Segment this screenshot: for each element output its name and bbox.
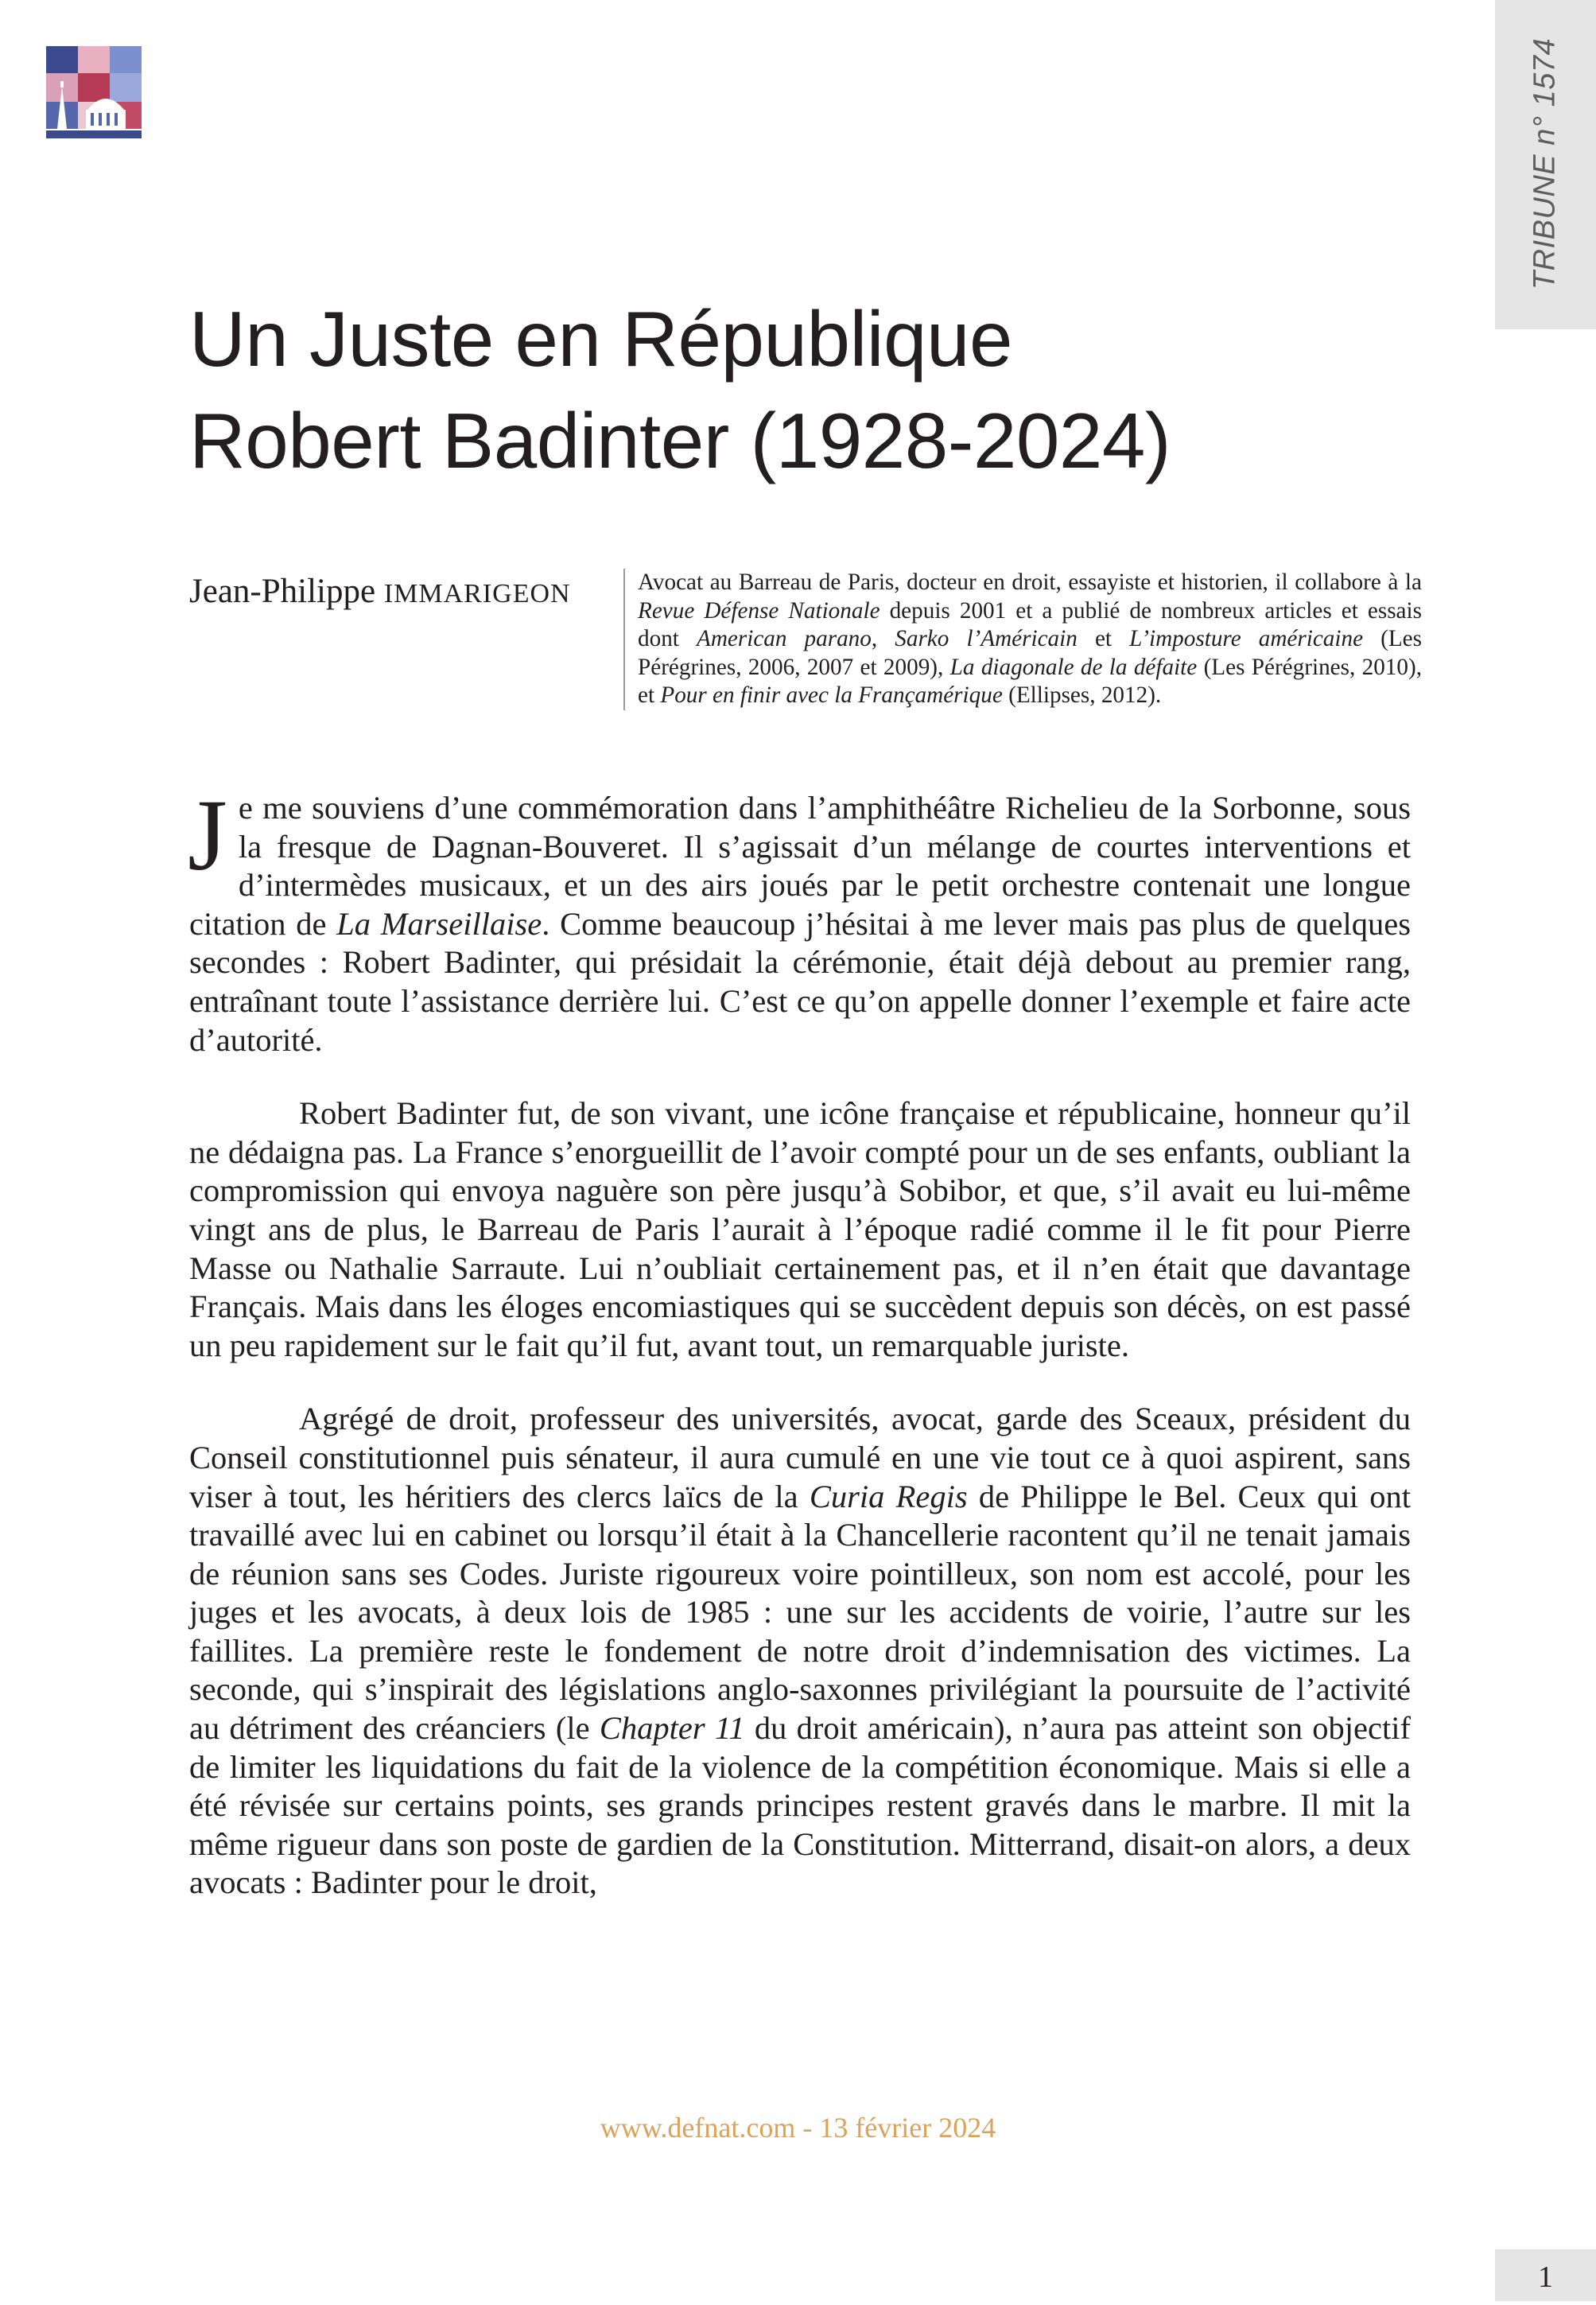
text-run: (Les Pérégrines, 2006, 2007 et 2009), — [638, 626, 1422, 680]
text-run: et — [1077, 626, 1130, 651]
text-run: Robert Badinter fut, de son vivant, une icône française et républicaine, honneur qu’il ne dédaigna pas. La France s’enorgueillit de l’avoir compté pour un de ses enfants, oubliant la compromission qui envoya naguère son père jusqu’à Sobibor, et que, s’il avait eu lui-même vingt ans de plus, le Barreau de Paris l’aurait à l’époque radié comme il le fit pour Pierre Masse ou Nathalie Sarraute. Lui n’oubliait certainement pas, et il n’en était que davantage Français. Mais dans les éloges encomiastiques qui se succèdent depuis son décès, on est passé un peu rapidement sur le fait qu’il fut, avant tout, un remarquable juriste. — [189, 1095, 1411, 1363]
italic-text: La diagonale de la défaite — [949, 654, 1198, 680]
author-name — [189, 569, 611, 616]
italic-text: L’imposture américaine — [1129, 626, 1364, 651]
tribune-side-tab — [1495, 0, 1596, 329]
text-run: e me souviens d’une commémoration dans l’amphithéâtre Richelieu de la Sorbonne, sous la fresque de Dagnan-Bouveret. Il s’agissait d’un mélange de courtes interventions et d’intermèdes musicaux, et un des airs joués par le petit orchestre contenait une longue citation de — [189, 790, 1411, 942]
text-run: de Philippe le Bel. Ceux qui ont travaillé avec lui en cabinet ou lorsqu’il était à la Chancellerie racontent qu’il ne tenait jamais de réunion sans ses Codes. Juriste rigoureux voire pointilleux, son nom est accolé, pour les juges et les avocats, à deux lois de 1985 : une sur les accidents de voirie, l’autre sur les faillites. La première reste le fondement de notre droit d’indemnisation des victimes. La seconde, qui s’inspirait des législations anglo-saxonnes privilégiant la poursuite de l’activité au détriment des créanciers (le — [189, 1478, 1411, 1747]
tribune-number-label: TRIBUNE n° 1574 — [1528, 37, 1562, 290]
drop-cap: J — [188, 779, 227, 892]
text-run: Agrégé de droit, professeur des universités, avocat, garde des Sceaux, président du Conseil constitutionnel puis sénateur, il aura cumulé en une vie tout ce à quoi aspirent, sans viser à tout, les héritiers des clercs laïcs de la — [189, 1401, 1411, 1514]
text-run: depuis 2001 et a publié de nombreux articles et essais dont — [638, 597, 1422, 651]
body-paragraph — [188, 779, 1411, 1059]
footer-website-date: www.defnat.com - 13 février 2024 — [600, 2112, 996, 2144]
text-run: Avocat au Barreau de Paris, docteur en droit, essayiste et historien, il collabore à la — [638, 569, 1422, 595]
italic-text: Revue Défense Nationale — [638, 597, 880, 624]
italic-text: American parano — [696, 626, 872, 651]
author-bio-text — [638, 569, 1422, 710]
text-run: (Les Pérégrines, 2010), et — [638, 654, 1422, 708]
body-paragraph — [189, 1094, 1411, 1365]
italic-text: Curia Regis — [809, 1478, 968, 1514]
text-run: . Comme beaucoup j’hésitai à me lever mais pas plus de quelques secondes : Robert Badinter, qui présidait la cérémonie, était déjà debout au premier rang, entraînant toute l’assistance derrière lui. C’est ce qu’on appelle donner l’exemple et faire acte d’autorité. — [189, 905, 1411, 1058]
text-run: , — [871, 626, 895, 651]
author-first-name: Jean-Philippe — [189, 573, 376, 610]
text-run: (Ellipses, 2012). — [1002, 682, 1162, 708]
italic-text: La Marseillaise — [336, 905, 542, 942]
italic-text: Sarko l’Américain — [895, 626, 1078, 651]
title-line-1: Un Juste en République — [189, 295, 1013, 383]
author-bio — [623, 569, 1422, 710]
italic-text: Pour en finir avec la Françamérique — [660, 682, 1003, 708]
article-title — [189, 288, 1462, 492]
article-body — [188, 779, 1411, 1938]
author-last-name: IMMARIGEON — [383, 579, 571, 608]
title-line-2: Robert Badinter (1928-2024) — [189, 397, 1171, 484]
page-number-box — [1495, 2249, 1596, 2301]
body-paragraph — [189, 1400, 1411, 1903]
italic-text: Chapter 11 — [599, 1710, 745, 1747]
page-number: 1 — [1538, 2260, 1553, 2294]
defense-nationale-logo-icon — [46, 46, 142, 140]
text-run: du droit américain), n’aura pas atteint son objectif de limiter les liquidations du fait de la violence de la compétition économique. Mais si elle a été révisée sur certains points, ses grands principes restent gravés dans le marbre. Il mit la même rigueur dans son poste de gardien de la Constitution. Mitterrand, disait-on alors, a deux avocats : Badinter pour le droit, — [189, 1710, 1411, 1901]
